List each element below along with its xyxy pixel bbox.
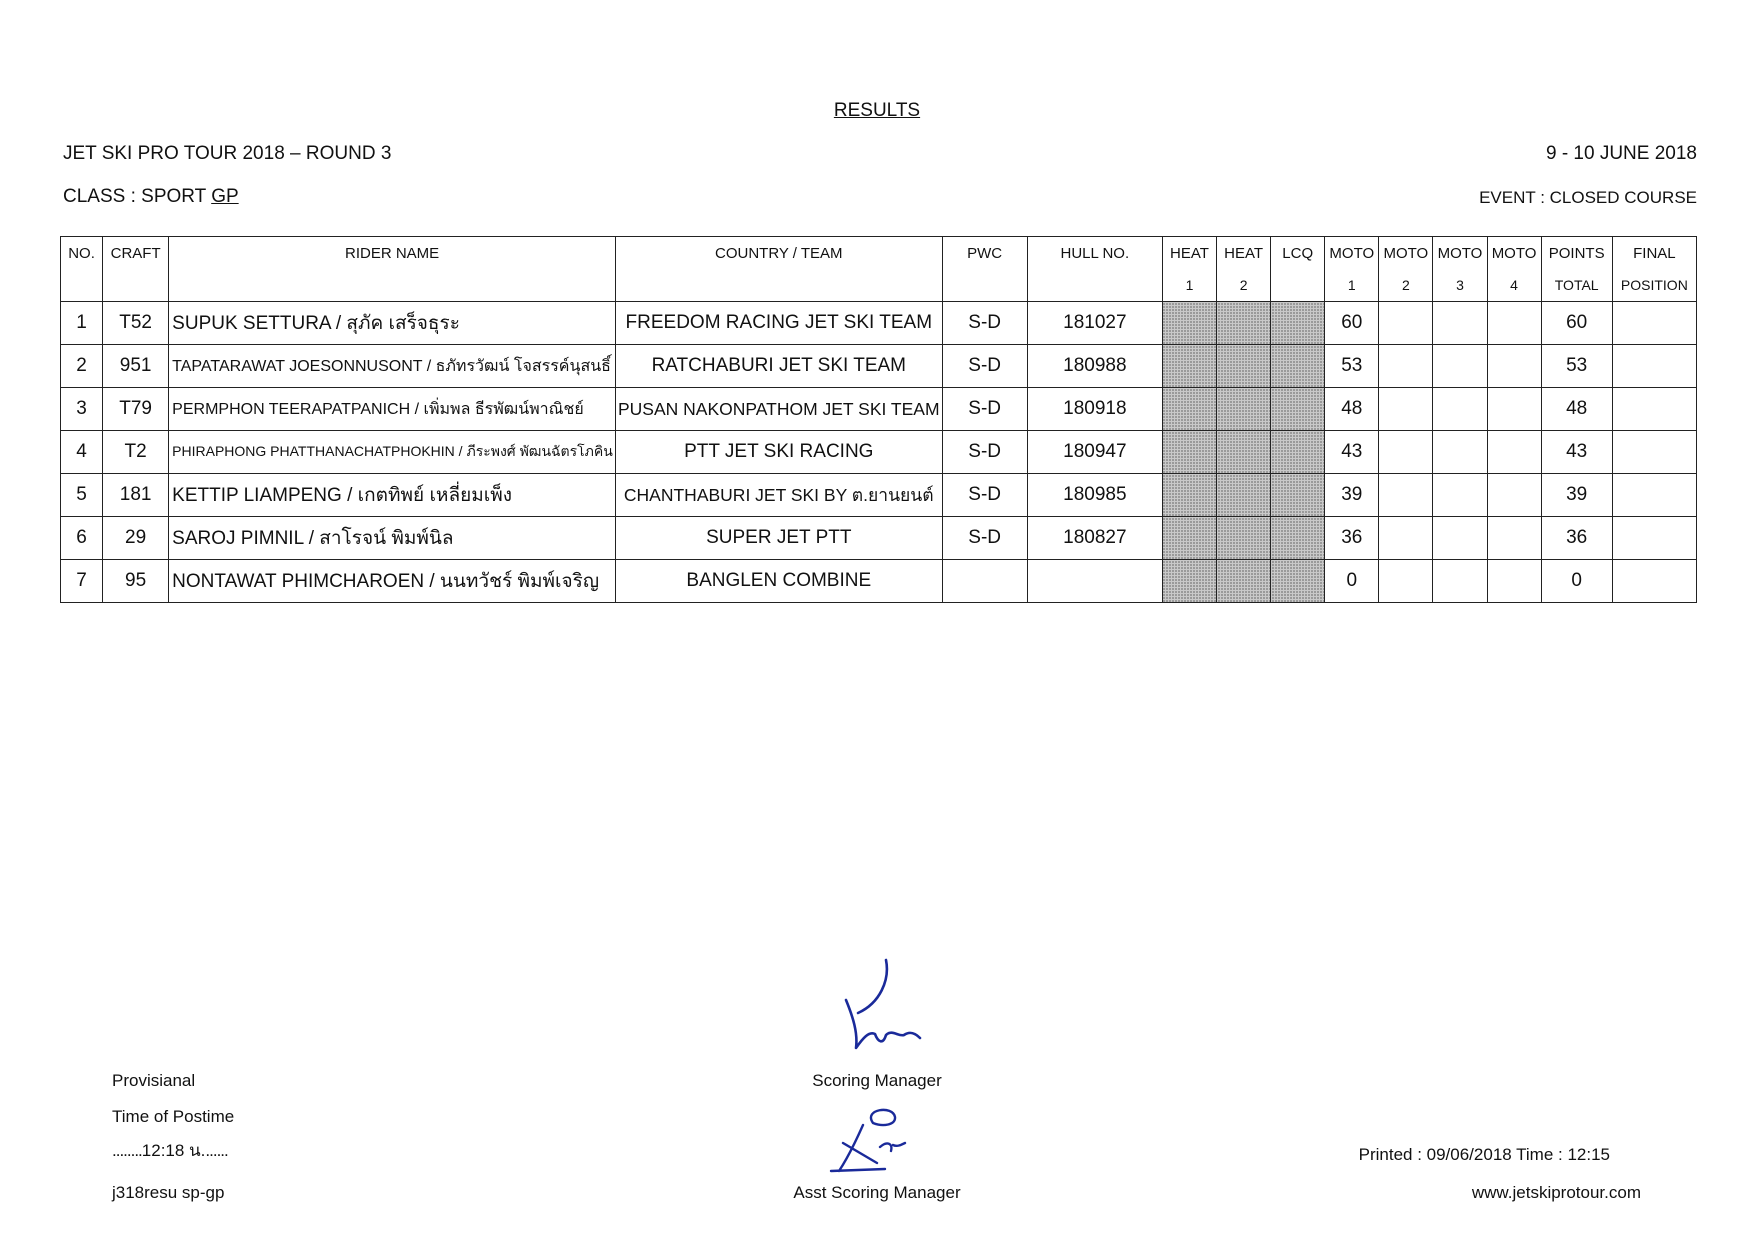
cell-hull-no: 180988 bbox=[1027, 345, 1162, 388]
cell-moto2 bbox=[1379, 388, 1433, 431]
col-moto1-bottom: 1 bbox=[1325, 269, 1379, 302]
cell-lcq bbox=[1271, 388, 1325, 431]
cell-moto4 bbox=[1487, 431, 1541, 474]
col-moto4-bottom: 4 bbox=[1487, 269, 1541, 302]
cell-moto1: 39 bbox=[1325, 474, 1379, 517]
asst-scoring-manager-signature bbox=[825, 1105, 915, 1175]
cell-craft: T52 bbox=[103, 302, 169, 345]
col-moto3-bottom: 3 bbox=[1433, 269, 1487, 302]
cell-no: 2 bbox=[61, 345, 103, 388]
results-table bbox=[60, 236, 1697, 603]
col-heat2-top: HEAT bbox=[1217, 237, 1271, 270]
postime-label: Time of Postime bbox=[112, 1107, 235, 1126]
cell-moto3 bbox=[1433, 388, 1487, 431]
col-craft: CRAFT bbox=[103, 237, 169, 302]
col-points-top: POINTS bbox=[1541, 237, 1612, 270]
cell-moto4 bbox=[1487, 517, 1541, 560]
cell-final-position bbox=[1612, 431, 1696, 474]
col-heat1-bottom: 1 bbox=[1162, 269, 1216, 302]
col-moto1-top: MOTO bbox=[1325, 237, 1379, 270]
cell-final-position bbox=[1612, 517, 1696, 560]
postime-time: 12:18 น. bbox=[141, 1141, 206, 1160]
cell-moto1: 0 bbox=[1325, 560, 1379, 603]
col-rider-name: RIDER NAME bbox=[169, 237, 616, 302]
cell-points-total: 60 bbox=[1541, 302, 1612, 345]
cell-heat2 bbox=[1217, 388, 1271, 431]
cell-no: 1 bbox=[61, 302, 103, 345]
cell-lcq bbox=[1271, 345, 1325, 388]
cell-country-team: BANGLEN COMBINE bbox=[615, 560, 942, 603]
cell-moto4 bbox=[1487, 345, 1541, 388]
cell-rider-name: SUPUK SETTURA / สุภัค เสร็จธุระ bbox=[169, 302, 616, 345]
class-line bbox=[63, 186, 239, 208]
cell-lcq bbox=[1271, 517, 1325, 560]
cell-pwc: S-D bbox=[942, 302, 1027, 345]
cell-hull-no bbox=[1027, 560, 1162, 603]
cell-heat2 bbox=[1217, 345, 1271, 388]
col-hull-no: HULL NO. bbox=[1027, 237, 1162, 302]
cell-no: 3 bbox=[61, 388, 103, 431]
cell-final-position bbox=[1612, 474, 1696, 517]
cell-moto1: 60 bbox=[1325, 302, 1379, 345]
cell-country-team: CHANTHABURI JET SKI BY ต.ยานยนต์ bbox=[615, 474, 942, 517]
cell-pwc: S-D bbox=[942, 388, 1027, 431]
cell-moto2 bbox=[1379, 345, 1433, 388]
cell-hull-no: 180985 bbox=[1027, 474, 1162, 517]
cell-moto1: 36 bbox=[1325, 517, 1379, 560]
cell-craft: 95 bbox=[103, 560, 169, 603]
event-type: EVENT : CLOSED COURSE bbox=[1479, 188, 1697, 207]
cell-points-total: 39 bbox=[1541, 474, 1612, 517]
cell-rider-name: PHIRAPHONG PHATTHANACHATPHOKHIN / ภีระพงศ์ พัฒนฉัตรโภคิน bbox=[169, 431, 616, 474]
cell-hull-no: 181027 bbox=[1027, 302, 1162, 345]
cell-heat1 bbox=[1162, 431, 1216, 474]
cell-hull-no: 180827 bbox=[1027, 517, 1162, 560]
cell-lcq bbox=[1271, 560, 1325, 603]
cell-heat1 bbox=[1162, 560, 1216, 603]
cell-moto3 bbox=[1433, 517, 1487, 560]
cell-craft: T2 bbox=[103, 431, 169, 474]
table-row bbox=[61, 474, 1697, 517]
cell-heat2 bbox=[1217, 517, 1271, 560]
provisional-label: Provisianal bbox=[112, 1071, 196, 1090]
cell-points-total: 36 bbox=[1541, 517, 1612, 560]
col-final-top: FINAL bbox=[1612, 237, 1696, 270]
cell-points-total: 43 bbox=[1541, 431, 1612, 474]
cell-moto2 bbox=[1379, 474, 1433, 517]
cell-moto1: 43 bbox=[1325, 431, 1379, 474]
cell-rider-name: KETTIP LIAMPENG / เกตทิพย์ เหลี่ยมเพ็ง bbox=[169, 474, 616, 517]
cell-heat1 bbox=[1162, 345, 1216, 388]
cell-craft: 951 bbox=[103, 345, 169, 388]
cell-moto2 bbox=[1379, 431, 1433, 474]
cell-heat1 bbox=[1162, 388, 1216, 431]
cell-country-team: SUPER JET PTT bbox=[615, 517, 942, 560]
table-row bbox=[61, 431, 1697, 474]
cell-points-total: 53 bbox=[1541, 345, 1612, 388]
cell-points-total: 0 bbox=[1541, 560, 1612, 603]
cell-rider-name: SAROJ PIMNIL / สาโรจน์ พิมพ์นิล bbox=[169, 517, 616, 560]
event-name: JET SKI PRO TOUR 2018 – ROUND 3 bbox=[63, 143, 392, 164]
cell-moto1: 53 bbox=[1325, 345, 1379, 388]
cell-final-position bbox=[1612, 302, 1696, 345]
cell-rider-name: TAPATARAWAT JOESONNUSONT / ธภัทรวัฒน์ โจสรรค์นุสนธิ์ bbox=[169, 345, 616, 388]
cell-heat1 bbox=[1162, 474, 1216, 517]
scoring-manager-label: Scoring Manager bbox=[812, 1071, 942, 1090]
cell-moto2 bbox=[1379, 517, 1433, 560]
cell-moto2 bbox=[1379, 302, 1433, 345]
scoring-manager-signature bbox=[820, 955, 935, 1055]
postime-dots-right: ...... bbox=[205, 1141, 228, 1160]
cell-craft: 29 bbox=[103, 517, 169, 560]
cell-heat2 bbox=[1217, 302, 1271, 345]
cell-final-position bbox=[1612, 560, 1696, 603]
cell-points-total: 48 bbox=[1541, 388, 1612, 431]
cell-moto4 bbox=[1487, 302, 1541, 345]
cell-lcq bbox=[1271, 431, 1325, 474]
cell-no: 7 bbox=[61, 560, 103, 603]
cell-craft: T79 bbox=[103, 388, 169, 431]
cell-no: 5 bbox=[61, 474, 103, 517]
cell-rider-name: NONTAWAT PHIMCHAROEN / นนทวัชร์ พิมพ์เจริญ bbox=[169, 560, 616, 603]
website-link[interactable]: www.jetskiprotour.com bbox=[1471, 1183, 1641, 1202]
cell-final-position bbox=[1612, 345, 1696, 388]
cell-country-team: FREEDOM RACING JET SKI TEAM bbox=[615, 302, 942, 345]
cell-hull-no: 180918 bbox=[1027, 388, 1162, 431]
cell-moto3 bbox=[1433, 302, 1487, 345]
class-label: CLASS : SPORT bbox=[63, 186, 212, 207]
col-heat2-bottom: 2 bbox=[1217, 269, 1271, 302]
printed-timestamp: Printed : 09/06/2018 Time : 12:15 bbox=[1358, 1145, 1610, 1164]
col-moto2-top: MOTO bbox=[1379, 237, 1433, 270]
cell-rider-name: PERMPHON TEERAPATPANICH / เพิ่มพล ธีรพัฒน์พาณิชย์ bbox=[169, 388, 616, 431]
cell-lcq bbox=[1271, 474, 1325, 517]
cell-pwc bbox=[942, 560, 1027, 603]
cell-moto4 bbox=[1487, 560, 1541, 603]
class-suffix: GP bbox=[211, 186, 239, 207]
cell-moto4 bbox=[1487, 388, 1541, 431]
cell-country-team: PTT JET SKI RACING bbox=[615, 431, 942, 474]
cell-pwc: S-D bbox=[942, 474, 1027, 517]
col-moto2-bottom: 2 bbox=[1379, 269, 1433, 302]
cell-pwc: S-D bbox=[942, 345, 1027, 388]
cell-final-position bbox=[1612, 388, 1696, 431]
cell-moto3 bbox=[1433, 560, 1487, 603]
cell-no: 4 bbox=[61, 431, 103, 474]
col-pwc: PWC bbox=[942, 237, 1027, 302]
cell-heat1 bbox=[1162, 517, 1216, 560]
document-code: j318resu sp-gp bbox=[112, 1183, 225, 1202]
table-row bbox=[61, 345, 1697, 388]
col-final-bottom: POSITION bbox=[1612, 269, 1696, 302]
table-row bbox=[61, 302, 1697, 345]
table-row bbox=[61, 560, 1697, 603]
col-lcq: LCQ bbox=[1271, 237, 1325, 302]
col-points-bottom: TOTAL bbox=[1541, 269, 1612, 302]
cell-hull-no: 180947 bbox=[1027, 431, 1162, 474]
cell-moto1: 48 bbox=[1325, 388, 1379, 431]
cell-lcq bbox=[1271, 302, 1325, 345]
header-row-top bbox=[61, 237, 1697, 270]
postime-value bbox=[112, 1137, 228, 1164]
table-row bbox=[61, 388, 1697, 431]
col-no: NO. bbox=[61, 237, 103, 302]
event-dates: 9 - 10 JUNE 2018 bbox=[1545, 143, 1697, 164]
cell-pwc: S-D bbox=[942, 431, 1027, 474]
cell-moto3 bbox=[1433, 474, 1487, 517]
cell-craft: 181 bbox=[103, 474, 169, 517]
cell-moto3 bbox=[1433, 345, 1487, 388]
col-heat1-top: HEAT bbox=[1162, 237, 1216, 270]
cell-heat1 bbox=[1162, 302, 1216, 345]
postime-dots-left: ........ bbox=[112, 1141, 142, 1160]
cell-moto4 bbox=[1487, 474, 1541, 517]
col-moto3-top: MOTO bbox=[1433, 237, 1487, 270]
table-row bbox=[61, 517, 1697, 560]
cell-pwc: S-D bbox=[942, 517, 1027, 560]
cell-country-team: PUSAN NAKONPATHOM JET SKI TEAM bbox=[615, 388, 942, 431]
cell-moto2 bbox=[1379, 560, 1433, 603]
page-title: RESULTS bbox=[833, 100, 921, 121]
cell-heat2 bbox=[1217, 560, 1271, 603]
col-moto4-top: MOTO bbox=[1487, 237, 1541, 270]
cell-heat2 bbox=[1217, 474, 1271, 517]
asst-scoring-manager-label: Asst Scoring Manager bbox=[793, 1183, 961, 1202]
cell-moto3 bbox=[1433, 431, 1487, 474]
cell-heat2 bbox=[1217, 431, 1271, 474]
cell-no: 6 bbox=[61, 517, 103, 560]
cell-country-team: RATCHABURI JET SKI TEAM bbox=[615, 345, 942, 388]
col-country-team: COUNTRY / TEAM bbox=[615, 237, 942, 302]
